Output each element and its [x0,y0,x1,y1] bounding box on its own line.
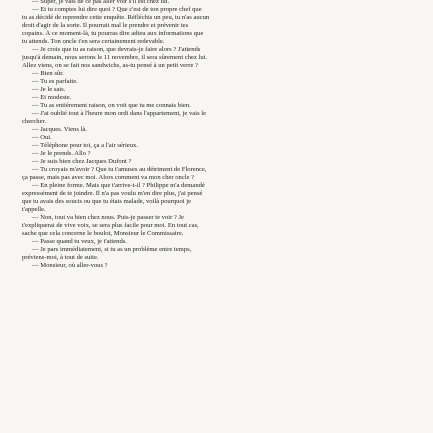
text-line: — Téléphone pour toi, ça a l'air sérieux. [32,142,138,149]
text-line: — Et tu comptes lui dire quoi ? Que c'est de ton propre chef que [32,6,202,13]
text-line: tu attends. Ton oncle t'en sera certainement redevable. [22,38,165,45]
text-line: — Je le prends. Allo ? [32,150,91,157]
text-line: Allez viens, on se fait nos sandwichs, as-tu pensé à un petit verre ? [22,62,198,69]
text-line: — Je pars immédiatement, si tu as un problème entre temps, [32,246,192,253]
text-line: — Passe quand tu veux, je t'attends. [32,238,127,245]
text-line: — Et modeste. [32,94,72,101]
text-line: — En pleine forme. Mais que t'arrive-t-il ? Philippe m'a demandé [32,182,205,189]
text-line: — Bien sûr. [32,70,64,77]
text-line: ça passe, mais pas avec moi. Alors comment va mon cher oncle ? [22,174,195,181]
text-line: jusqu'à demain, nous serons le 11 novembre, il sera sûrement chez lui. [22,54,208,61]
text-line: — Super, je vais de ce pas aller voir s'il est chez lui. [32,0,170,5]
text-line: t'expliquerai de vive voix, se sera plus facile pour moi. En tout cas, [22,222,199,229]
text-line: — Tu es parfaite. [32,78,78,85]
text-line: droit d'agir de la sorte. Il pourrait mal le prendre et prévenir tes [22,22,189,29]
text-line: copains. À ce moment-là, tu pourras dire adieu aux informations que [22,30,204,37]
text-line: expressément de te joindre. Il n'a pas voulu m'en dire plus, j'ai pensé [22,190,203,197]
text-line: — J'ai oublié tout à l'heure mon ordi dans l'appartement, je vais le [32,110,207,117]
text-line: — Je le sais. [32,86,66,93]
text-line: — Oui. [32,134,52,141]
text-line: — Non, tout va bien chez nous. Puis-je passer te voir ? Je [32,214,184,221]
text-line: t'appelle. [22,206,46,213]
text-line: tu as décidé de reprendre cette enquête. Réfléchis un peu, tu n'as aucun [22,14,210,21]
text-line: préviens-moi, à tout de suite. [22,254,99,261]
text-line: que tu avais des soucis ou que tu étais malade, voilà pourquoi je [22,198,192,205]
text-line: — Je suis bien chez Jacques Dufont ? [32,158,132,165]
text-line: — Tu croyais m'avoir ? Que tu t'amuses au détriment de Florence, [32,166,207,173]
text-line: — Jacques. Viens là. [32,126,87,133]
text-line: sache que cela concerne le boulot, Monsieur le Commissaire. [22,230,184,237]
text-line: chercher. [22,118,46,125]
text-line: — Je crois que tu as raison, que devrais-je faire alors ? J'attends [32,46,201,53]
text-line: — Monsieur, où aller-vous ? [32,262,108,269]
text-line: — Tu as entièrement raison, on voit que tu me connais bien. [32,102,191,109]
